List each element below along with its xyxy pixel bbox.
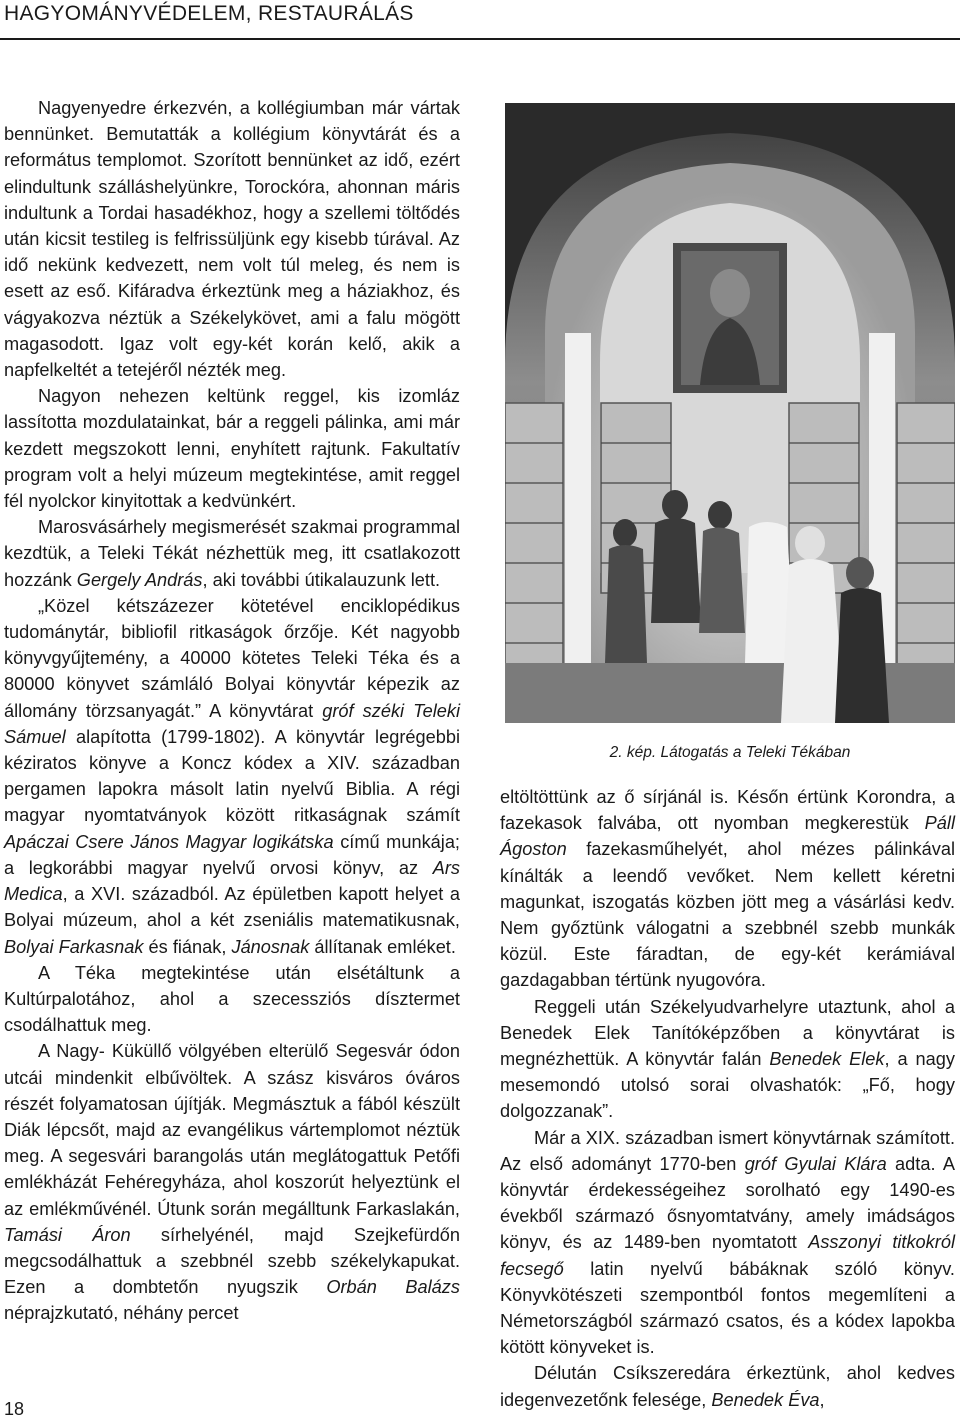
paragraph-text: című munkája; a legkorábbi magyar nyelvű orvosi könyv, az <box>4 831 460 878</box>
emphasized-name: Páll Ágoston <box>500 813 955 860</box>
paragraph-text: Nagyon nehezen keltünk reggel, kis izomláz lassította mozdulatainkat, bár a reggeli pálinka, ami már kezdett megszokott lenni, enyhített rajtunk. Fakultatív program volt a helyi múzeum megtekintése, amit reggel fél nyolckor kinyitottak a kedvünkért. <box>4 386 460 512</box>
paragraph <box>4 593 460 960</box>
emphasized-name: Asszonyi titkokról fecsegő <box>500 1232 955 1279</box>
paragraph-text: A Nagy- Küküllő völgyében elterülő Segesvár ódon utcái mindenkit elbűvöltek. A szász kisváros óváros részét folyamatosan újítják. Megmásztuk a fából készült Diák lépcsőt, majd az evangélikus vártemplomot néztük meg. A segesvári barangolás után meglátogattuk Petőfi emlékházát Fehéregyháza, ahol koszorút helyeztünk el az emlékművénél. Útunk során megálltunk Farkaslakán, <box>4 1041 460 1219</box>
paragraph-text: , <box>819 1389 825 1410</box>
paragraph-text: eltöltöttünk az ő sírjánál is. Későn értünk Korondra, a fazekasok falvába, ott nyomban megkerestük <box>500 787 955 834</box>
emphasized-name: gróf Gyulai Klára <box>744 1153 887 1174</box>
emphasized-name: Benedek Éva <box>711 1389 820 1410</box>
paragraph <box>4 383 460 514</box>
photo-caption: 2. kép. Látogatás a Teleki Tékában <box>609 744 851 761</box>
paragraph <box>4 1038 460 1326</box>
paragraph-text: fazekasműhelyét, ahol mézes pálinkával kínálták a leendő vevőket. Nem kellett kéretni magunkat, iszogatás közben jött meg a vásárlási kedv. Nem győztünk válogatni a szebbnél szebb munkák közül. Este fáradtan, de egy-két kerámiával gazdagabban tértünk nyugovóra. <box>500 839 955 991</box>
header-divider <box>0 38 960 40</box>
paragraph-text: , a XVI. századból. Az épületben kapott helyet a Bolyai múzeum, ahol a két zseniális matematikusnak, <box>4 884 460 931</box>
emphasized-name: Jánosnak <box>231 936 310 957</box>
paragraph-text: , aki további útikalauzunk lett. <box>202 569 441 590</box>
paragraph-text: Délután Csíkszeredára érkeztünk, ahol kedves idegenvezetőnk felesége, <box>500 1363 955 1410</box>
paragraph <box>500 1360 955 1412</box>
emphasized-name: Gergely András <box>76 569 203 590</box>
paragraph-text: „Közel kétszázezer kötetével enciklopédikus tudománytár, bibliofil ritkaságok őrzője. Két nagyobb könyvgyűjtemény, a 40000 kötetes Teleki Téka és a 80000 könyvet számláló Bolyai könyvtár képezik az állomány törzsanyagát.” A könyvtárat <box>4 595 460 721</box>
section-title: HAGYOMÁNYVÉDELEM, RESTAURÁLÁS <box>4 2 414 25</box>
paragraph-text: latin nyelvű bábáknak szóló könyv. Könyvkötészeti szempontból fontos megemlíteni a Németországból származó csatos, és a kódex lapokba kötött könyveket is. <box>500 1258 955 1358</box>
emphasized-name: Ars Medica <box>4 857 460 905</box>
right-text-column <box>500 784 955 1413</box>
paragraph-text: sírhelyénél, majd Szejkefürdőn megcsodálhattuk a szebbnél szebb székelykapukat. Ezen a dombtetőn nyugszik <box>4 1224 460 1298</box>
paragraph-text: adta. A könyvtár érdekességeihez sorolható egy 1490-es évekből származó ősnyomtatvány, amely imádságos könyv, és az 1489-ben nyomtatott <box>500 1153 955 1253</box>
emphasized-name: Apáczai Csere János Magyar logikátska <box>4 831 334 852</box>
paragraph-text: Marosvásárhely megismerését szakmai programmal kezdtük, a Teleki Tékát nézhettük meg, itt csatlakozott hozzánk <box>4 517 460 590</box>
paragraph-text: , a nagy mesemondó utolsó sorai olvashatók: „Fő, hogy dolgozzanak”. <box>500 1049 955 1122</box>
paragraph <box>500 784 955 994</box>
library-visit-photo <box>505 103 955 723</box>
paragraph-text: állítanak emléket. <box>309 936 456 957</box>
paragraph <box>500 994 955 1125</box>
paragraph <box>4 960 460 1039</box>
left-text-column <box>4 95 460 1327</box>
page-header <box>0 0 960 28</box>
paragraph <box>4 514 460 593</box>
paragraph-text: néprajzkutató, néhány percet <box>4 1303 239 1324</box>
paragraph-text: Reggeli után Székelyudvarhelyre utaztunk, ahol a Benedek Elek Tanítóképzőben a könyvtárat is megnézhettük. A könyvtár falán <box>500 996 955 1070</box>
page-number: 18 <box>4 1399 25 1419</box>
paragraph-text: alapította (1799-1802). A könyvtár legrégebbi kéziratos könyve a Koncz kódex a XIV. században pergamen lapokra másolt latin nyelvű Biblia. A régi magyar nyomtatványok között ritkaságnak számít <box>4 726 460 826</box>
paragraph-text: Nagyenyedre érkezvén, a kollégiumban már vártak bennünket. Bemutatták a kollégium könyvtárát és a református templomot. Szorított bennünket az idő, ezért elindultunk szálláshelyünkre, Torockóra, ahonnan máris indultunk a Tordai hasadékhoz, hogy a szellemi töltődés után kicsit testileg is felfrissüljünk egy kisebb túrával. Az idő nekünk kedvezett, nem volt túl meleg, és nem is esett az eső. Kifáradva érkeztünk meg a háziakhoz, és vágyakozva néztük a Székelykövet, ami a falu mögött magasodott. Igaz volt egy-két korán kelő, akik a napfelkeltét a tetejéről nézték meg. <box>4 98 460 381</box>
paragraph-text: A Téka megtekintése után elsétáltunk a Kultúrpalotához, ahol a szecessziós dísztermet csodálhattuk meg. <box>4 962 460 1036</box>
paragraph-text: és fiának, <box>143 936 232 957</box>
emphasized-name: Bolyai Farkasnak <box>4 936 144 957</box>
paragraph <box>500 1125 955 1361</box>
emphasized-name: Tamási Áron <box>4 1224 131 1245</box>
emphasized-name: gróf széki Teleki Sámuel <box>4 700 460 747</box>
emphasized-name: Benedek Elek <box>769 1049 885 1070</box>
paragraph-text: Már a XIX. században ismert könyvtárnak számított. Az első adományt 1770-ben <box>500 1127 955 1174</box>
emphasized-name: Orbán Balázs <box>326 1277 460 1298</box>
paragraph <box>4 95 460 383</box>
